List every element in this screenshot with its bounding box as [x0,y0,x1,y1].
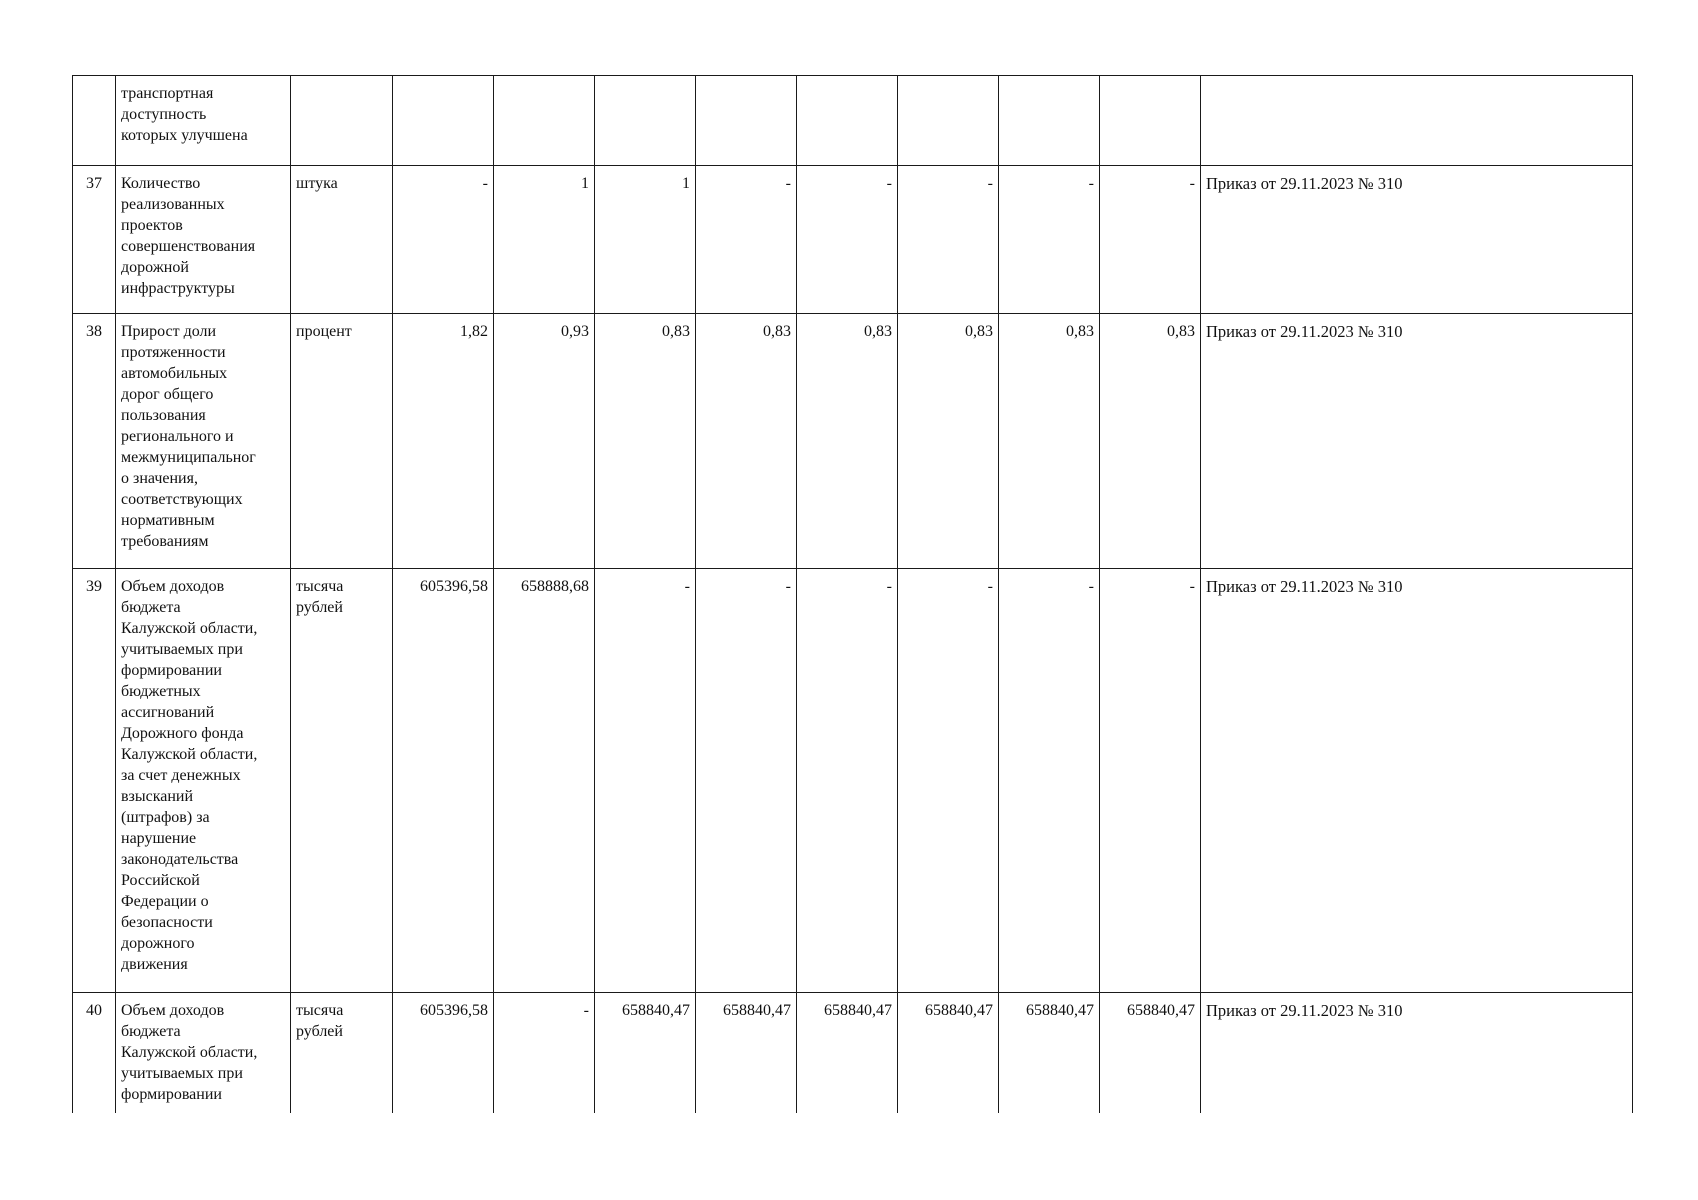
value-cell: - [1100,569,1201,993]
value-cell [696,76,797,166]
indicator-name: транспортная доступность которых улучшена [116,76,291,166]
value-cell: 658840,47 [999,993,1100,1113]
value-cell: 0,83 [696,314,797,569]
table-row [73,166,1633,314]
indicator-name: Объем доходов бюджета Калужской области, учитываемых при формировании [116,993,291,1113]
source-cell: Приказ от 29.11.2023 № 310 [1201,166,1633,314]
value-cell [898,76,999,166]
value-cell: - [696,166,797,314]
value-cell: - [999,166,1100,314]
row-number: 40 [73,993,116,1113]
value-cell: - [898,166,999,314]
value-cell: - [494,993,595,1113]
indicator-name: Прирост доли протяженности автомобильных дорог общего пользования регионального и межмуниципальног о значения, соответствующих нормативным требованиям [116,314,291,569]
indicator-name: Количество реализованных проектов совершенствования дорожной инфраструктуры [116,166,291,314]
value-cell: 0,83 [797,314,898,569]
value-cell: - [595,569,696,993]
row-number: 37 [73,166,116,314]
value-cell: 658888,68 [494,569,595,993]
value-cell [494,76,595,166]
value-cell: 605396,58 [393,993,494,1113]
value-cell [999,76,1100,166]
value-cell: 658840,47 [595,993,696,1113]
row-number: 39 [73,569,116,993]
value-cell: - [898,569,999,993]
table-row [73,993,1633,1113]
value-cell [393,76,494,166]
value-cell: 0,83 [898,314,999,569]
value-cell: - [1100,166,1201,314]
value-cell: 0,83 [999,314,1100,569]
unit-cell: процент [291,314,393,569]
value-cell: 0,83 [595,314,696,569]
value-cell [1100,76,1201,166]
value-cell: 658840,47 [898,993,999,1113]
value-cell: 0,83 [1100,314,1201,569]
value-cell: - [696,569,797,993]
value-cell: - [797,166,898,314]
value-cell: 658840,47 [1100,993,1201,1113]
row-number: 38 [73,314,116,569]
source-cell: Приказ от 29.11.2023 № 310 [1201,314,1633,569]
unit-cell: тысяча рублей [291,569,393,993]
value-cell: 1 [494,166,595,314]
value-cell: 1,82 [393,314,494,569]
unit-cell: тысяча рублей [291,993,393,1113]
value-cell: - [393,166,494,314]
value-cell: 605396,58 [393,569,494,993]
indicator-name: Объем доходов бюджета Калужской области, учитываемых при формировании бюджетных ассигнований Дорожного фонда Калужской области, за счет денежных взысканий (штрафов) за нарушение законодательства Российской Федерации о безопасности дорожного движения [116,569,291,993]
table-row [73,569,1633,993]
value-cell: 0,93 [494,314,595,569]
value-cell: - [797,569,898,993]
indicators-table [72,75,1633,1113]
value-cell [595,76,696,166]
source-cell: Приказ от 29.11.2023 № 310 [1201,993,1633,1113]
value-cell [797,76,898,166]
unit-cell [291,76,393,166]
value-cell: 658840,47 [797,993,898,1113]
value-cell: - [999,569,1100,993]
source-cell [1201,76,1633,166]
value-cell: 1 [595,166,696,314]
value-cell: 658840,47 [696,993,797,1113]
row-number [73,76,116,166]
unit-cell: штука [291,166,393,314]
table-row [73,314,1633,569]
source-cell: Приказ от 29.11.2023 № 310 [1201,569,1633,993]
table-row [73,76,1633,166]
